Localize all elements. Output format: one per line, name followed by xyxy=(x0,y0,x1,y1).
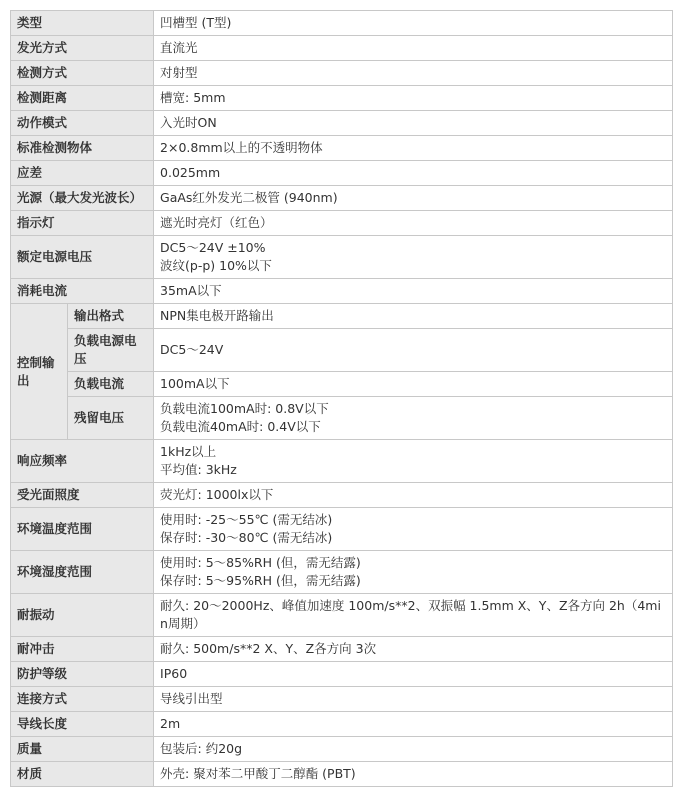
spec-value xyxy=(154,397,673,440)
spec-label: 应差 xyxy=(11,161,154,186)
spec-label: 环境湿度范围 xyxy=(11,551,154,594)
spec-value-line: 2m xyxy=(160,716,181,731)
spec-label: 防护等级 xyxy=(11,662,154,687)
spec-value xyxy=(154,11,673,36)
spec-value xyxy=(154,279,673,304)
spec-row xyxy=(11,111,673,136)
spec-value-line: 包装后: 约20g xyxy=(160,741,243,756)
spec-row xyxy=(11,211,673,236)
spec-value-line: 耐久: 500m/s**2 X、Y、Z各方向 3次 xyxy=(160,641,377,656)
spec-value xyxy=(154,36,673,61)
spec-row xyxy=(11,61,673,86)
spec-sub-label: 残留电压 xyxy=(68,397,154,440)
spec-row xyxy=(11,637,673,662)
spec-row xyxy=(11,329,673,372)
spec-value-line: 1kHz以上 xyxy=(160,444,217,459)
spec-value xyxy=(154,136,673,161)
spec-value xyxy=(154,372,673,397)
spec-row xyxy=(11,136,673,161)
spec-value-line: 使用时: 5～85%RH (但，需无结露) xyxy=(160,555,361,570)
spec-row xyxy=(11,279,673,304)
spec-value-line: 槽宽: 5mm xyxy=(160,90,226,105)
spec-value-line: GaAs红外发光二极管 (940nm) xyxy=(160,190,338,205)
spec-value xyxy=(154,211,673,236)
spec-value xyxy=(154,483,673,508)
spec-table-body xyxy=(11,11,673,787)
spec-label: 材质 xyxy=(11,762,154,787)
spec-row xyxy=(11,551,673,594)
spec-label: 连接方式 xyxy=(11,687,154,712)
spec-row xyxy=(11,762,673,787)
spec-value xyxy=(154,161,673,186)
spec-value xyxy=(154,594,673,637)
spec-label: 标准检测物体 xyxy=(11,136,154,161)
spec-label: 环境温度范围 xyxy=(11,508,154,551)
spec-label: 光源（最大发光波长） xyxy=(11,186,154,211)
spec-value-line: 100mA以下 xyxy=(160,376,230,391)
spec-label: 消耗电流 xyxy=(11,279,154,304)
spec-value-line: 使用时: -25～55℃ (需无结冰) xyxy=(160,512,333,527)
spec-row xyxy=(11,236,673,279)
spec-value-line: 保存时: -30～80℃ (需无结冰) xyxy=(160,530,333,545)
spec-value-line: 外壳: 聚对苯二甲酸丁二醇酯 (PBT) xyxy=(160,766,356,781)
spec-value-line: 0.025mm xyxy=(160,165,221,180)
spec-label: 检测距离 xyxy=(11,86,154,111)
spec-label: 类型 xyxy=(11,11,154,36)
spec-value xyxy=(154,440,673,483)
spec-row xyxy=(11,11,673,36)
spec-sub-label: 输出格式 xyxy=(68,304,154,329)
spec-label: 受光面照度 xyxy=(11,483,154,508)
spec-value-line: 负载电流100mA时: 0.8V以下 xyxy=(160,401,329,416)
spec-value-line: 保存时: 5～95%RH (但，需无结露) xyxy=(160,573,361,588)
spec-label: 检测方式 xyxy=(11,61,154,86)
spec-row xyxy=(11,86,673,111)
spec-row xyxy=(11,712,673,737)
spec-row xyxy=(11,304,673,329)
spec-sub-label: 负载电流 xyxy=(68,372,154,397)
spec-value xyxy=(154,236,673,279)
spec-value-line: 负载电流40mA时: 0.4V以下 xyxy=(160,419,321,434)
spec-label: 额定电源电压 xyxy=(11,236,154,279)
spec-row xyxy=(11,687,673,712)
spec-value-line: 导线引出型 xyxy=(160,691,223,706)
spec-row xyxy=(11,483,673,508)
spec-row xyxy=(11,662,673,687)
spec-value xyxy=(154,329,673,372)
spec-row xyxy=(11,737,673,762)
spec-value-line: 平均值: 3kHz xyxy=(160,462,237,477)
spec-table xyxy=(10,10,673,787)
spec-value xyxy=(154,186,673,211)
spec-value xyxy=(154,111,673,136)
spec-value xyxy=(154,508,673,551)
spec-row xyxy=(11,440,673,483)
spec-value xyxy=(154,551,673,594)
spec-value-line: 直流光 xyxy=(160,40,198,55)
spec-value-line: 凹槽型 (T型) xyxy=(160,15,232,30)
spec-value-line: DC5～24V xyxy=(160,342,224,357)
spec-value-line: 2×0.8mm以上的不透明物体 xyxy=(160,140,323,155)
spec-label: 指示灯 xyxy=(11,211,154,236)
spec-value xyxy=(154,762,673,787)
spec-value-line: NPN集电极开路输出 xyxy=(160,308,274,323)
spec-label: 发光方式 xyxy=(11,36,154,61)
spec-label: 动作模式 xyxy=(11,111,154,136)
spec-label: 耐冲击 xyxy=(11,637,154,662)
spec-value-line: 对射型 xyxy=(160,65,198,80)
spec-value xyxy=(154,712,673,737)
spec-row xyxy=(11,508,673,551)
spec-value xyxy=(154,61,673,86)
spec-row xyxy=(11,161,673,186)
spec-sub-label: 负载电源电压 xyxy=(68,329,154,372)
spec-value-line: 波纹(p-p) 10%以下 xyxy=(160,258,272,273)
spec-value xyxy=(154,86,673,111)
spec-value-line: DC5～24V ±10% xyxy=(160,240,266,255)
spec-value-line: IP60 xyxy=(160,666,188,681)
spec-row xyxy=(11,372,673,397)
spec-value xyxy=(154,687,673,712)
spec-value xyxy=(154,637,673,662)
spec-group-label: 控制输出 xyxy=(11,304,68,440)
spec-label: 导线长度 xyxy=(11,712,154,737)
spec-row xyxy=(11,186,673,211)
spec-label: 质量 xyxy=(11,737,154,762)
spec-row xyxy=(11,397,673,440)
spec-value-line: 耐久: 20～2000Hz、峰值加速度 100m/s**2、双振幅 1.5mm X、Y、Z各方向 2h（4min周期） xyxy=(160,598,661,631)
spec-value-line: 遮光时亮灯（红色） xyxy=(160,215,273,230)
spec-label: 耐振动 xyxy=(11,594,154,637)
spec-row xyxy=(11,36,673,61)
spec-label: 响应频率 xyxy=(11,440,154,483)
spec-value xyxy=(154,737,673,762)
spec-value-line: 荧光灯: 1000lx以下 xyxy=(160,487,274,502)
spec-value-line: 入光时ON xyxy=(160,115,217,130)
spec-value xyxy=(154,662,673,687)
spec-value-line: 35mA以下 xyxy=(160,283,222,298)
spec-row xyxy=(11,594,673,637)
spec-value xyxy=(154,304,673,329)
